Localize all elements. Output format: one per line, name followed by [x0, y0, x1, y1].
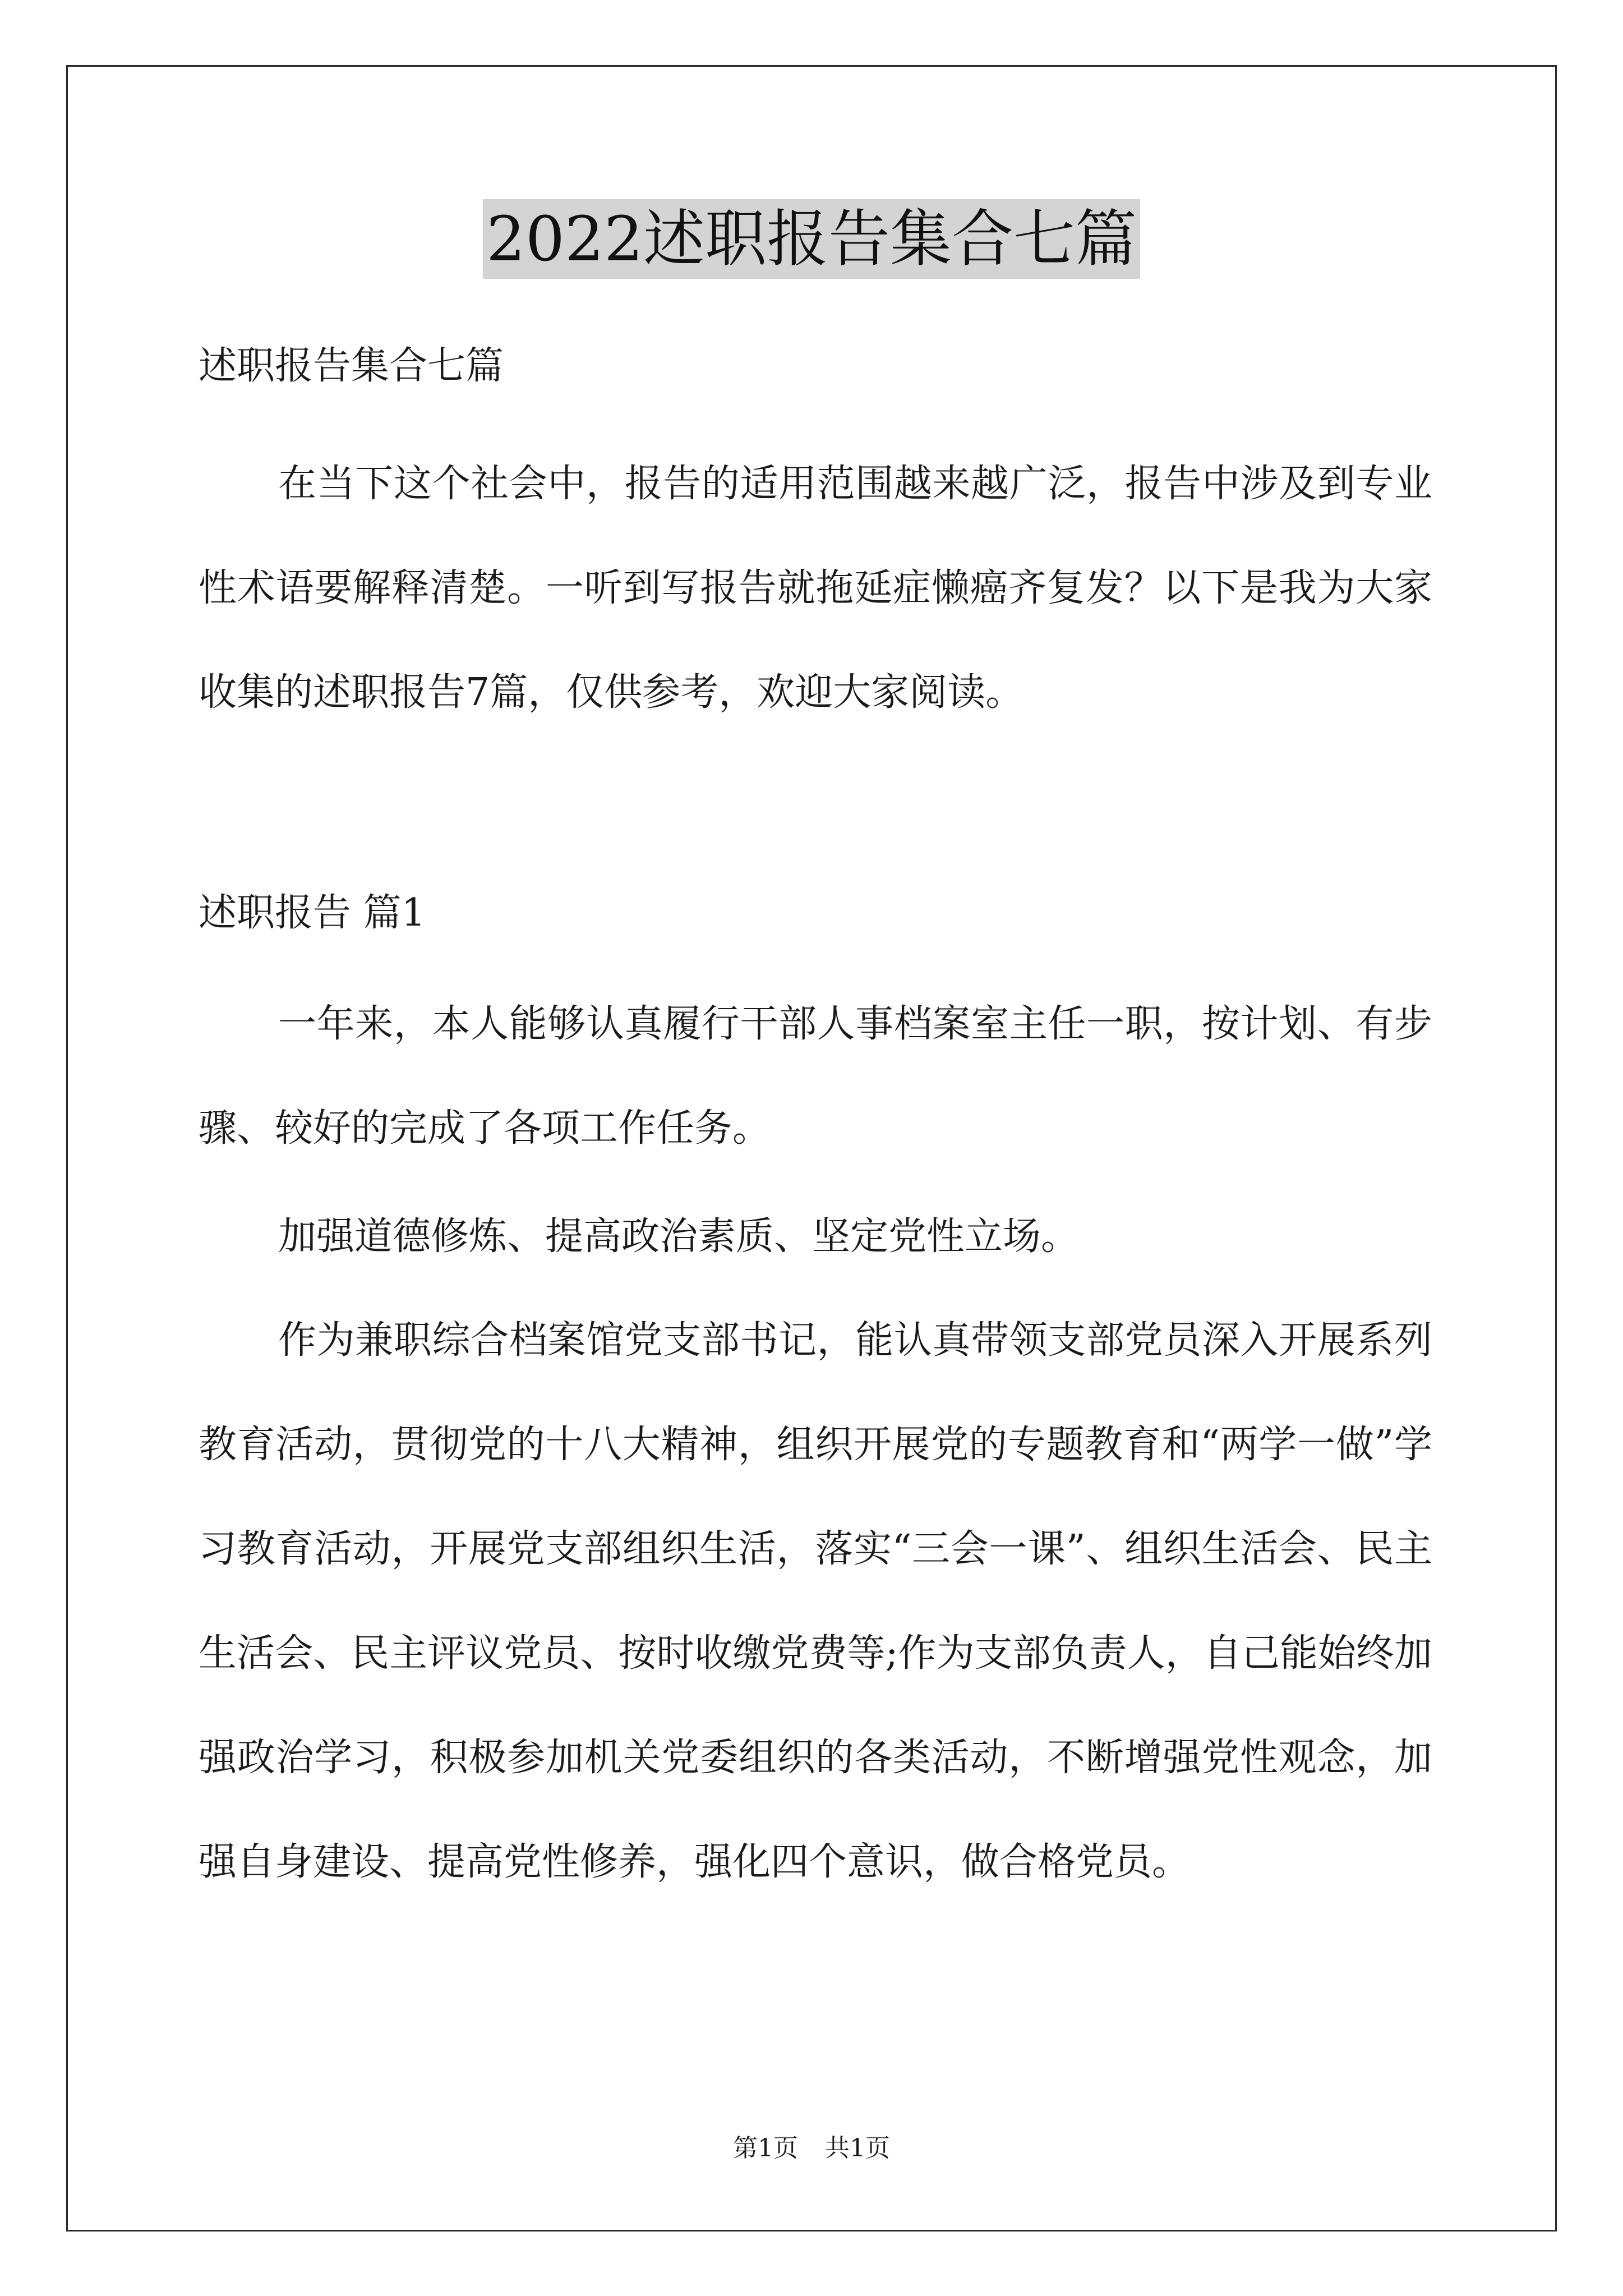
body-paragraph-1: 一年来，本人能够认真履行干部人事档案室主任一职，按计划、有步骤、较好的完成了各项工作任务。 [199, 1002, 1432, 1151]
section-heading: 述职报告 篇1 [199, 891, 426, 935]
body-paragraph-2: 加强道德修炼、提高政治素质、坚定党性立场。 [278, 1214, 1080, 1259]
page-total: 共1页 [825, 2134, 890, 2162]
intro-paragraph: 在当下这个社会中，报告的适用范围越来越广泛，报告中涉及到专业性术语要解释清楚。一听到写报告就拖延症懒癌齐复发？以下是我为大家收集的述职报告7篇，仅供参考，欢迎大家阅读。 [199, 462, 1432, 715]
page-number: 第1页 [733, 2134, 798, 2162]
title-container [0, 199, 1623, 279]
body-paragraph-3: 作为兼职综合档案馆党支部书记，能认真带领支部党员深入开展系列教育活动，贯彻党的十八大精神，组织开展党的专题教育和“两学一做”学习教育活动，开展党支部组织生活，落实“三会一课”、组织生活会、民主生活会、民主评议党员、按时收缴党费等;作为支部负责人，自己能始终加强政治学习，积极参加机关党委组织的各类活动，不断增强党性观念，加强自身建设、提高党性修养，强化四个意识，做合格党员。 [199, 1318, 1432, 1884]
page-footer [0, 2132, 1623, 2165]
document-title: 2022述职报告集合七篇 [483, 199, 1140, 279]
document-subtitle: 述职报告集合七篇 [199, 344, 504, 388]
